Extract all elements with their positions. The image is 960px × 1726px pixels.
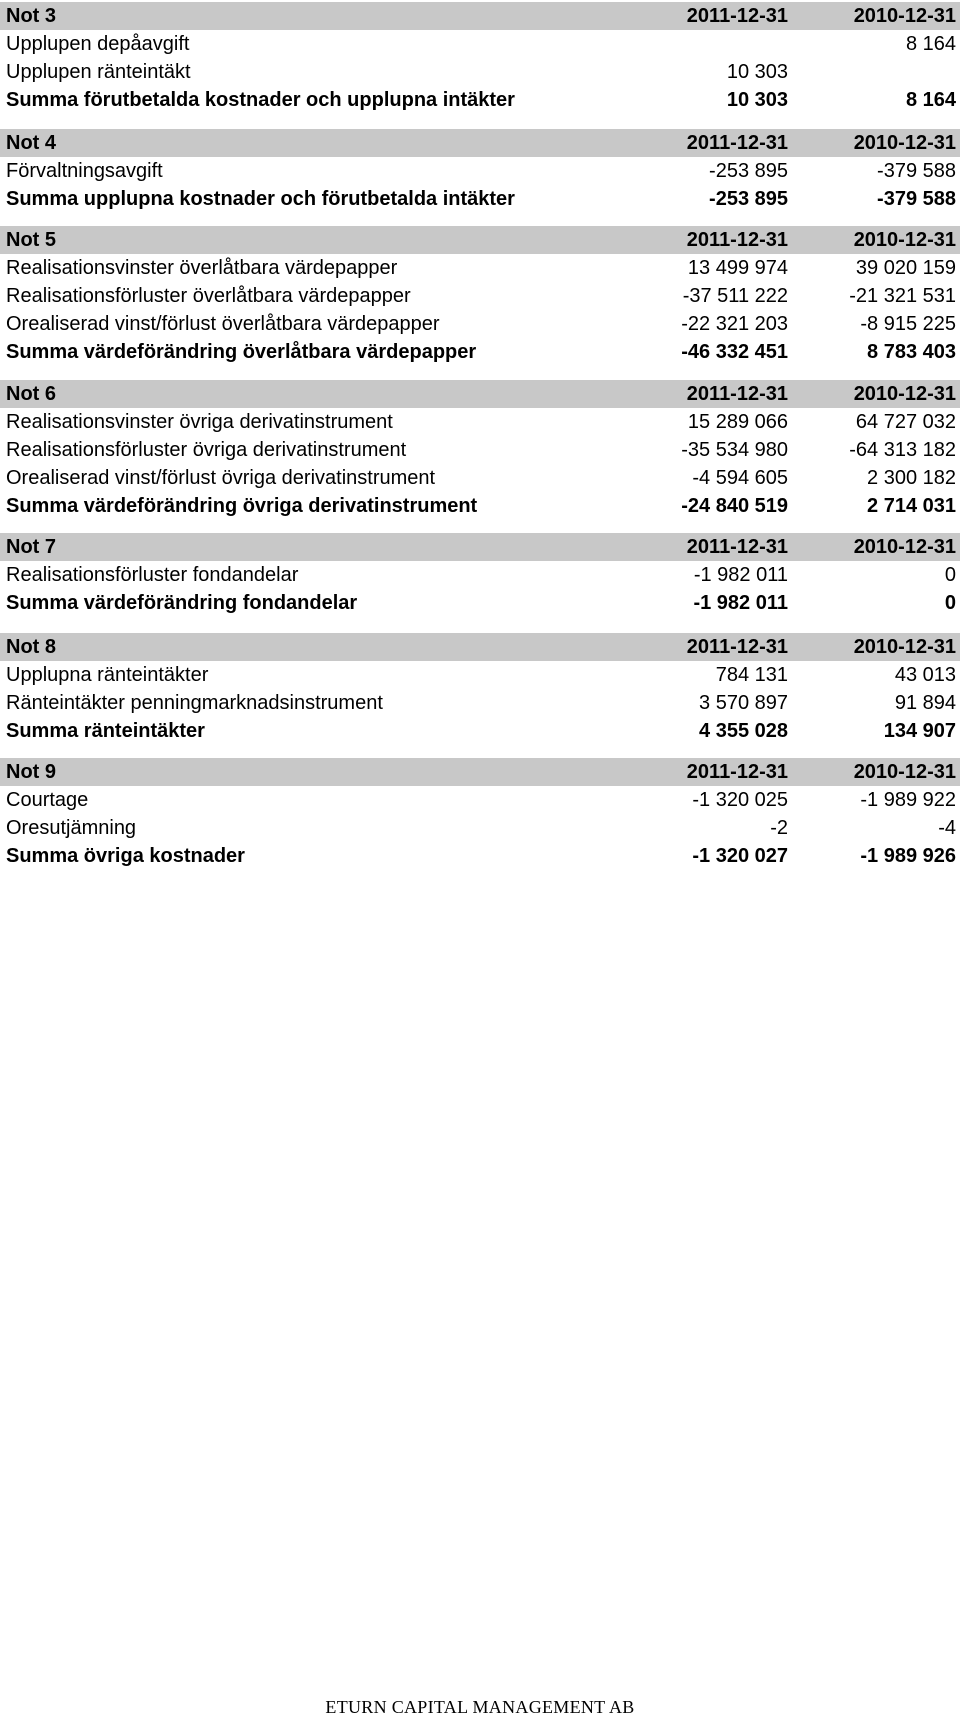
column-header-2011: 2011-12-31 (686, 132, 788, 154)
value-2011: -1 320 025 (692, 789, 788, 811)
note-header-row (0, 226, 960, 254)
value-2010: -21 321 531 (849, 285, 956, 307)
row-label: Oresutjämning (6, 817, 137, 839)
value-2011: 15 289 066 (687, 411, 788, 433)
column-header-2010: 2010-12-31 (853, 132, 956, 154)
table-row (0, 814, 960, 842)
row-label: Orealiserad vinst/förlust överlåtbara värdepapper (6, 313, 440, 335)
value-2011: -46 332 451 (681, 341, 788, 363)
column-header-2010: 2010-12-31 (853, 383, 956, 405)
row-label: Ränteintäkter penningmarknadsinstrument (6, 692, 383, 714)
value-2010: 64 727 032 (855, 411, 956, 433)
total-row (0, 589, 960, 617)
value-2010: 8 164 (905, 89, 956, 111)
value-2010: 39 020 159 (855, 257, 956, 279)
column-header-2011: 2011-12-31 (686, 5, 788, 27)
row-label: Summa förutbetalda kostnader och upplupna intäkter (6, 89, 515, 111)
note-title: Not 3 (6, 5, 56, 27)
note-title: Not 8 (6, 636, 56, 658)
column-header-2011: 2011-12-31 (686, 761, 788, 783)
row-label: Realisationsförluster fondandelar (6, 564, 299, 586)
column-header-2010: 2010-12-31 (853, 229, 956, 251)
note-table (0, 758, 960, 870)
value-2011: 4 355 028 (699, 720, 788, 742)
value-2011: -24 840 519 (681, 495, 788, 517)
value-2011: -1 320 027 (692, 845, 788, 867)
row-label: Upplupen depåavgift (6, 33, 190, 55)
value-2010: 2 300 182 (867, 467, 956, 489)
value-2011: -4 594 605 (692, 467, 788, 489)
row-label: Summa värdeförändring övriga derivatinstrument (6, 495, 478, 517)
value-2010: -4 (938, 817, 956, 839)
value-2010: 8 164 (905, 33, 956, 55)
column-header-2010: 2010-12-31 (853, 636, 956, 658)
table-row (0, 408, 960, 436)
value-2010: 91 894 (894, 692, 956, 714)
total-row (0, 86, 960, 114)
value-2011: -1 982 011 (693, 592, 788, 614)
value-2011: -2 (770, 817, 788, 839)
table-row (0, 254, 960, 282)
row-label: Realisationsförluster överlåtbara värdepapper (6, 285, 411, 307)
value-2010: -1 989 926 (860, 845, 956, 867)
total-row (0, 717, 960, 745)
table-row (0, 157, 960, 185)
table-row (0, 661, 960, 689)
row-label: Summa upplupna kostnader och förutbetalda intäkter (6, 188, 515, 210)
note-title: Not 7 (6, 536, 56, 558)
table-row (0, 282, 960, 310)
value-2010: 43 013 (894, 664, 956, 686)
value-2010: 134 907 (883, 720, 956, 742)
value-2011: -22 321 203 (681, 313, 788, 335)
value-2011: -35 534 980 (681, 439, 788, 461)
table-row (0, 786, 960, 814)
row-label: Realisationsvinster överlåtbara värdepapper (6, 257, 398, 279)
note-table (0, 633, 960, 745)
note-title: Not 4 (6, 132, 56, 154)
total-row (0, 842, 960, 870)
note-table (0, 2, 960, 114)
value-2010: 0 (944, 592, 956, 614)
row-label: Summa värdeförändring överlåtbara värdepapper (6, 341, 477, 363)
total-row (0, 492, 960, 520)
value-2010: 2 714 031 (867, 495, 956, 517)
value-2011: 10 303 (726, 61, 788, 83)
row-label: Orealiserad vinst/förlust övriga derivatinstrument (6, 467, 436, 489)
total-row (0, 338, 960, 366)
table-row (0, 58, 960, 86)
value-2010: 8 783 403 (867, 341, 956, 363)
note-table (0, 226, 960, 366)
column-header-2010: 2010-12-31 (853, 5, 956, 27)
note-table (0, 533, 960, 617)
row-label: Realisationsförluster övriga derivatinstrument (6, 439, 407, 461)
note-header-row (0, 2, 960, 30)
value-2011: -37 511 222 (682, 285, 788, 307)
value-2011: 3 570 897 (699, 692, 788, 714)
note-header-row (0, 380, 960, 408)
value-2010: -1 989 922 (860, 789, 956, 811)
row-label: Summa ränteintäkter (6, 720, 205, 742)
table-row (0, 689, 960, 717)
table-row (0, 310, 960, 338)
note-title: Not 6 (6, 383, 56, 405)
value-2011: 10 303 (726, 89, 788, 111)
value-2011: 13 499 974 (687, 257, 788, 279)
value-2011: -253 895 (709, 160, 788, 182)
note-header-row (0, 129, 960, 157)
total-row (0, 185, 960, 213)
note-table (0, 380, 960, 520)
column-header-2011: 2011-12-31 (686, 229, 788, 251)
table-row (0, 30, 960, 58)
value-2011: -1 982 011 (693, 564, 788, 586)
row-label: Realisationsvinster övriga derivatinstrument (6, 411, 393, 433)
row-label: Upplupen ränteintäkt (6, 61, 191, 83)
row-label: Summa övriga kostnader (6, 845, 245, 867)
note-header-row (0, 633, 960, 661)
value-2010: -379 588 (877, 160, 956, 182)
row-label: Upplupna ränteintäkter (6, 664, 209, 686)
table-row (0, 561, 960, 589)
value-2010: -8 915 225 (860, 313, 956, 335)
note-header-row (0, 758, 960, 786)
column-header-2011: 2011-12-31 (686, 383, 788, 405)
note-table (0, 129, 960, 213)
note-title: Not 5 (6, 229, 56, 251)
column-header-2010: 2010-12-31 (853, 536, 956, 558)
row-label: Förvaltningsavgift (6, 160, 163, 182)
value-2010: 0 (944, 564, 956, 586)
row-label: Summa värdeförändring fondandelar (6, 592, 358, 614)
table-row (0, 464, 960, 492)
row-label: Courtage (6, 789, 89, 811)
note-title: Not 9 (6, 761, 56, 783)
value-2011: 784 131 (715, 664, 788, 686)
value-2010: -379 588 (877, 188, 956, 210)
column-header-2011: 2011-12-31 (686, 636, 788, 658)
footer-company-name: ETURN CAPITAL MANAGEMENT AB (325, 1697, 635, 1717)
value-2011: -253 895 (709, 188, 788, 210)
value-2010: -64 313 182 (849, 439, 956, 461)
note-header-row (0, 533, 960, 561)
table-row (0, 436, 960, 464)
column-header-2010: 2010-12-31 (853, 761, 956, 783)
column-header-2011: 2011-12-31 (686, 536, 788, 558)
